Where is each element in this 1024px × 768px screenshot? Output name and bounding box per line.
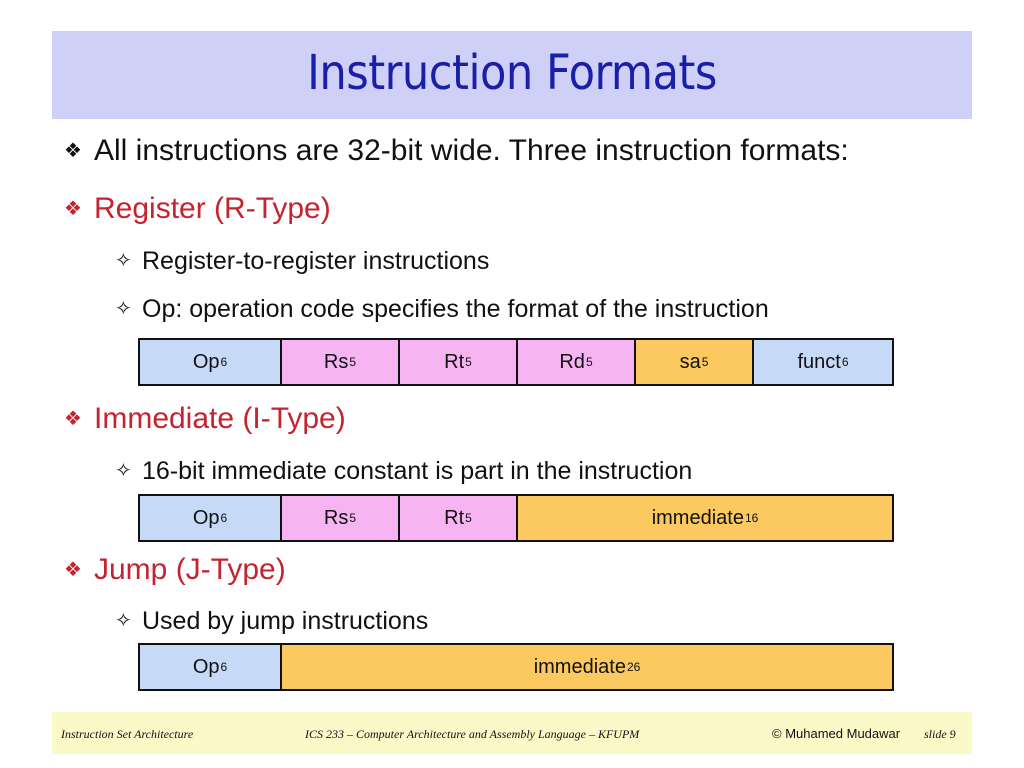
field-bit-width: 16	[744, 511, 759, 525]
r-field-rd	[518, 340, 636, 384]
i-field-op	[140, 496, 282, 540]
bullet-intro-text: All instructions are 32-bit wide. Three instruction formats:	[94, 134, 849, 167]
sub-bullet-r2	[115, 295, 769, 324]
j-field-op	[140, 645, 282, 689]
i-field-immediate	[518, 496, 892, 540]
field-name: Rd	[559, 350, 585, 373]
bullet-r-type	[64, 192, 331, 226]
r-type-format-diagram	[138, 338, 894, 386]
diamond-bullet-icon: ❖	[64, 406, 82, 430]
sub-bullet-r1-text: Register-to-register instructions	[142, 247, 490, 275]
sub-bullet-j1-text: Used by jump instructions	[142, 607, 429, 635]
field-name: immediate	[651, 506, 744, 529]
field-name: Rs	[323, 350, 349, 373]
footer-course-name: ICS 233 – Computer Architecture and Assembly Language – KFUPM	[305, 727, 640, 741]
field-name: Op	[192, 506, 220, 529]
bullet-i-type-text: Immediate (I-Type)	[94, 402, 346, 435]
r-field-rs	[282, 340, 400, 384]
footer-course-topic: Instruction Set Architecture	[61, 727, 194, 741]
footer	[52, 712, 972, 754]
field-name: immediate	[533, 655, 626, 678]
slide-title: Instruction Formats	[307, 45, 717, 101]
field-name: Op	[192, 350, 220, 373]
field-name: sa	[679, 350, 701, 373]
r-field-funct	[754, 340, 892, 384]
field-name: Op	[192, 655, 220, 678]
footer-author: © Muhamed Mudawar	[772, 726, 901, 741]
field-bit-width: 6	[841, 355, 849, 369]
j-type-format-diagram	[138, 643, 894, 691]
sub-bullet-i1-text: 16-bit immediate constant is part in the instruction	[142, 457, 693, 485]
bullet-intro	[64, 134, 849, 168]
bullet-j-type	[64, 553, 286, 587]
diamond-bullet-icon: ❖	[64, 138, 82, 162]
bullet-j-type-text: Jump (J-Type)	[94, 553, 286, 586]
star-bullet-icon: ✧	[115, 608, 132, 632]
field-bit-width: 5	[465, 511, 472, 525]
j-field-immediate	[282, 645, 892, 689]
i-type-format-diagram	[138, 494, 894, 542]
field-bit-width: 6	[220, 355, 228, 369]
star-bullet-icon: ✧	[115, 248, 132, 272]
r-field-rt	[400, 340, 518, 384]
sub-bullet-i1	[115, 457, 692, 486]
bullet-i-type	[64, 402, 346, 436]
field-bit-width: 5	[349, 511, 357, 525]
r-field-sa	[636, 340, 754, 384]
field-bit-width: 6	[220, 660, 228, 674]
field-bit-width: 5	[349, 355, 357, 369]
sub-bullet-r1	[115, 247, 489, 276]
diamond-bullet-icon: ❖	[64, 557, 82, 581]
field-name: Rs	[323, 506, 349, 529]
star-bullet-icon: ✧	[115, 296, 132, 320]
field-bit-width: 5	[701, 355, 709, 369]
r-field-op	[140, 340, 282, 384]
star-bullet-icon: ✧	[115, 458, 132, 482]
footer-slide-number: slide 9	[924, 727, 956, 741]
diamond-bullet-icon: ❖	[64, 196, 82, 220]
bullet-r-type-text: Register (R-Type)	[94, 192, 331, 225]
sub-bullet-r2-text: Op: operation code specifies the format of the instruction	[142, 295, 769, 323]
field-bit-width: 5	[465, 355, 472, 369]
i-field-rt	[400, 496, 518, 540]
field-name: Rt	[444, 506, 465, 529]
field-name: Rt	[444, 350, 465, 373]
field-name: funct	[797, 350, 841, 373]
field-bit-width: 5	[585, 355, 593, 369]
field-bit-width: 26	[626, 660, 641, 674]
sub-bullet-j1	[115, 607, 428, 636]
field-bit-width: 6	[220, 511, 228, 525]
i-field-rs	[282, 496, 400, 540]
